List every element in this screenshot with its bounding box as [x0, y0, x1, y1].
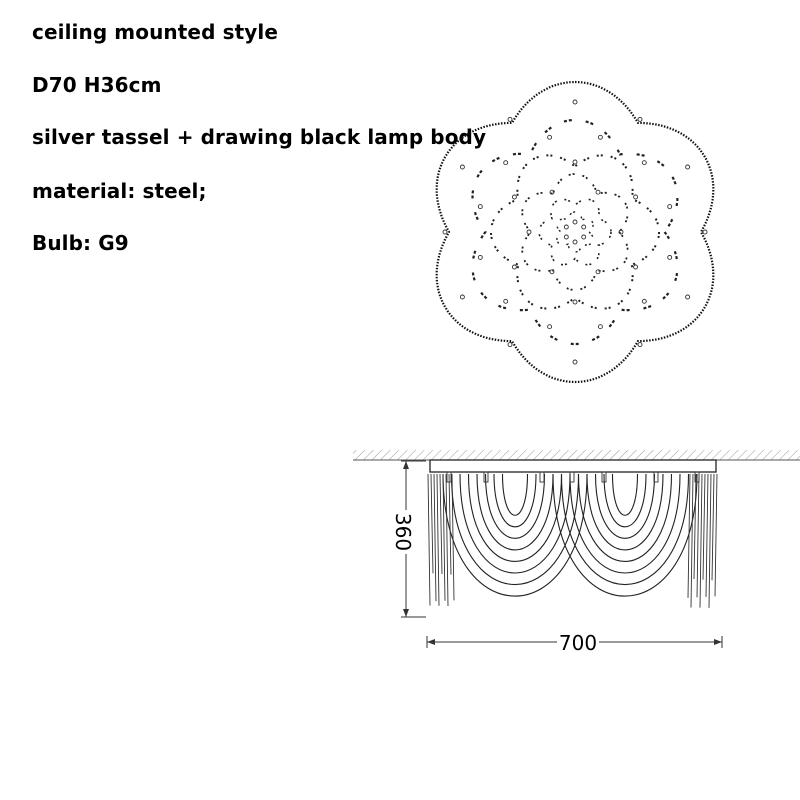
spec-finish: silver tassel + drawing black lamp body [32, 125, 487, 149]
spec-material: material: steel; [32, 179, 207, 203]
spec-bulb: Bulb: G9 [32, 231, 129, 255]
tassel-side-view [428, 472, 717, 608]
height-label: 360 [391, 512, 415, 552]
lamp-body [430, 460, 716, 472]
ceiling-hatch [353, 450, 800, 460]
width-label: 700 [558, 631, 598, 655]
height-dimension [391, 461, 426, 617]
spec-size: D70 H36cm [32, 73, 162, 97]
spec-style: ceiling mounted style [32, 20, 278, 44]
width-dimension [427, 630, 722, 655]
